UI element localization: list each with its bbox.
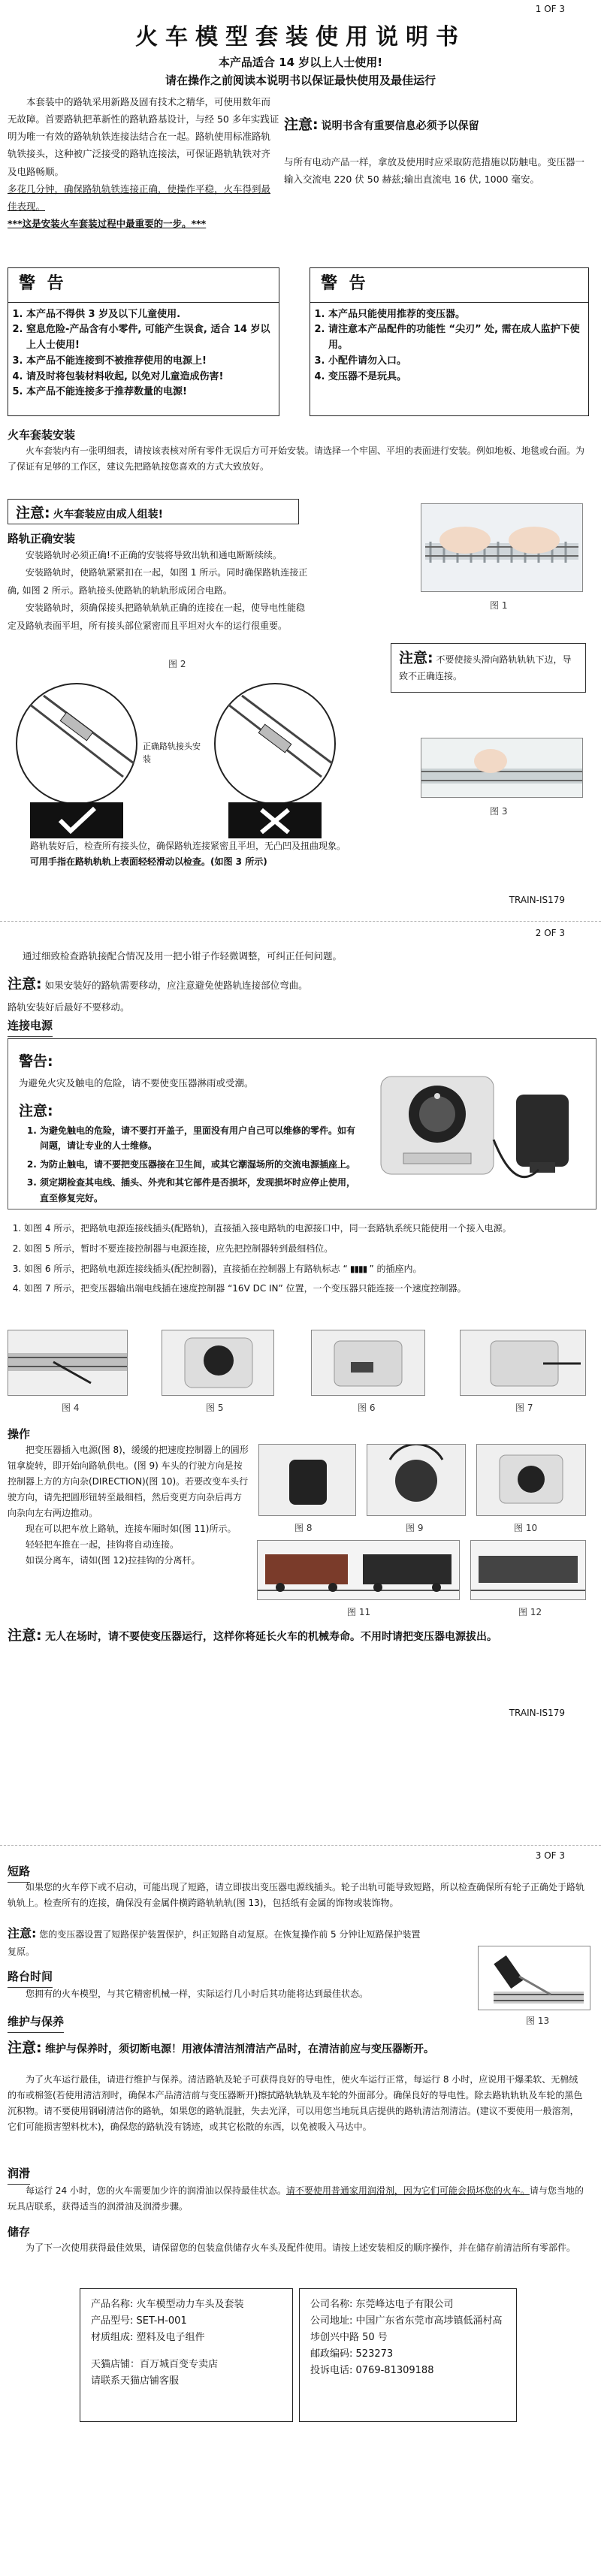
power-warning-box [8,1038,596,1209]
note-label: 注意: [19,1103,53,1119]
intro-block [8,93,279,232]
operation-text [8,1442,249,1569]
warning-title: 警 告 [8,268,279,303]
figure-4-caption: 图 4 [62,1403,80,1413]
figure-12-caption: 图 12 [518,1607,542,1617]
after-install-text: 路轨安装好后最好不要移动。 [8,1001,130,1013]
figure-9-caption: 图 9 [406,1523,424,1533]
model-number: TRAIN-IS179 [509,1708,565,1718]
figure-1-caption: 图 1 [490,600,508,611]
figure-10 [476,1444,586,1516]
connection-steps [8,1220,595,1300]
intro-paragraph: 本套装中的路轨采用新路及固有技术之精华，可使用数年而无故障。首要路轨把革新性的路轨路基设计，与经 50 多年实践证明为唯一有效的路轨轨铁连接法结合在一起。路轨使用标准路轨轨铁接头，这种被广泛接受的路轨连接法，可保证路轨轨铁对齐及电路畅顺。 [8,96,279,177]
note-label: 注意: [8,976,42,992]
electric-safety-paragraph: 与所有电动产品一样，拿放及使用时应采取防范措施以防触电。变压器一输入交流电 220 伏 50 赫兹;输出直流电 16 伏, 1000 毫安。 [284,156,585,186]
move-note [8,972,593,997]
product-model-label: 产品型号: [91,2315,134,2327]
section-heading-short-circuit: 短路 [8,1862,30,1883]
complaint-phone: 0769-81309188 [355,2365,434,2377]
note-label: 注意: [399,650,433,666]
intro-underline: 多花几分钟，确保路轨轨铁连接正确，使操作平稳，火车得到最佳表现。 [8,183,271,212]
correct-p2: 安装路轨时，使路轨紧紧扣在一起，如图 1 所示。同时确保路轨连接正确, 如图 2 所示。路轨接头使路轨的轨轨形成闭合电路。 [8,567,308,596]
warning-item: 1. 本产品只能使用推荐的变压器。 [328,307,588,323]
track-connector-illustration [8,1330,127,1395]
note-label: 注意: [8,2040,42,2056]
page-divider [0,1845,601,1846]
page-number: 3 OF 3 [535,1850,565,1861]
lube-text-2: 请与您当地的玩具店联系，获得适当的润滑油及润滑步骤。 [8,2185,584,2212]
warning-item: 2. 请注意本产品配件的功能性 “尖刃” 处, 需在成人监护下使用。 [328,322,588,354]
check-text: 路轨装好后，检查所有接头位，确保路轨连接紧密且平坦，无凸凹及扭曲现象。 [30,841,346,851]
safety-note-item: 2. 为防止触电，请不要把变压器接在卫生间，或其它潮湿场所的交流电源插座上。 [40,1157,363,1172]
figure-6-caption: 图 6 [358,1403,376,1413]
address-label: 公司地址: [310,2315,353,2327]
warning-item: 4. 请及时将包装材料收起, 以免对儿童造成伤害! [26,370,279,385]
postcode-label: 邮政编码: [310,2348,353,2360]
uncoupling-illustration [471,1541,585,1599]
maintenance-note [8,2036,593,2061]
figure-9 [367,1444,466,1516]
short-circuit-text: 如果您的火车停下或不启动，可能出现了短路，请立即拔出变压器电源线插头。轮子出轨可能导致短路，所以检查确保所有轮子正确处于路轨轨轨上。检查所有的连接，确保没有金属件横跨路轨轨轨(图 13)，包括纸有金属的饰物或装饰物。 [8,1882,585,1908]
figure-3-caption: 图 3 [490,806,508,817]
safety-note-item: 3. 须定期检查其电线、插头、外壳和其它部件是否损坏，发现损坏时应停止使用，直至修复完好。 [40,1175,363,1206]
lube-warning: 请不要使用普通家用润滑剂，因为它们可能会损坏您的火车。 [285,2185,530,2196]
warning-box-right [310,267,589,416]
model-number: TRAIN-IS179 [509,895,565,905]
storage-text: 为了下一次使用获得最佳效果，请保留您的包装盒供储存火车头及配件使用。请按上述安装相反的顺序操作，并在储存前清洁所有零部件。 [26,2242,576,2253]
connection-step-item: 3. 如图 6 所示，把路轨电源连接线插头(配控制器)，直接插在控制器上有路轨标志 “ ▮▮▮▮ ” 的插座内。 [24,1261,595,1278]
section-heading-operation: 操作 [8,1427,31,1441]
company-label: 公司名称: [310,2299,353,2310]
figure-5 [162,1330,274,1396]
note-label: 注意: [8,1926,37,1940]
product-name: 火车模型动力车头及套装 [136,2299,244,2310]
phone-label: 投诉电话: [310,2365,353,2377]
figure-2-caption: 图 2 [168,659,186,669]
connection-step-item: 2. 如图 5 所示，暂时不要连接控制器与电源连接，应先把控制器转到最细档位。 [24,1240,595,1258]
adult-assembly-note [8,499,299,524]
connection-step-item: 1. 如图 4 所示，把路轨电源连接线插头(配路轨)，直接插入接电路轨的电源接口中，同一套路轨系统只能使用一个接入电源。 [24,1220,595,1237]
page-title: 火车模型套装使用说明书 [135,24,466,50]
section-heading-lubrication: 润滑 [8,2164,30,2185]
operation-paragraph-2: 现在可以把车放上路轨，连接车厢时如(图 11)所示。 [26,1524,237,1534]
screwdriver-on-track-illustration [479,1946,590,2010]
page-1 [0,0,601,905]
lubrication-text [8,2183,586,2215]
figure-5-caption: 图 5 [206,1403,224,1413]
product-info-box [80,2288,293,2422]
warning-item: 3. 小配件请勿入口。 [328,354,588,370]
controller-transformer-illustration [373,1049,584,1200]
page-3 [0,1848,601,2576]
contact-service: 请联系天猫店铺客服 [91,2375,180,2387]
lube-text: 每运行 24 小时，您的火车需要加少许的润滑油以保持最佳状态。 [26,2185,286,2196]
plug-in-illustration [259,1445,355,1515]
section-heading-maintenance: 维护与保养 [8,2012,64,2033]
material: 塑料及电子组件 [136,2332,205,2344]
figure-11 [257,1540,460,1600]
figure-10-caption: 图 10 [514,1523,538,1533]
page-number: 2 OF 3 [535,928,565,938]
figure-12 [470,1540,586,1600]
note-text: 您的变压器设置了短路保护装置保护，纠正短路自动复原。在恢复操作前 5 分钟让短路保护装置复原。 [8,1929,421,1957]
figure-8-caption: 图 8 [294,1523,313,1533]
shop-name: 天猫店铺：百万城百变专卖店 [91,2359,219,2371]
direction-switch-illustration [477,1445,585,1515]
warning-item: 5. 本产品不能连接多于推荐数量的电源! [26,385,279,400]
figure-4 [8,1330,128,1396]
note-label: 注意: [16,505,50,521]
warning-item: 3. 本产品不能连接到不被推荐使用的电源上! [26,354,279,370]
company-name: 东莞峰达电子有限公司 [355,2299,454,2310]
connection-step-item: 4. 如图 7 所示，把变压器输出端电线插在速度控制器 “16V DC IN” 位置，一个变压器只能连接一个速度控制器。 [24,1280,595,1297]
figure-13-caption: 图 13 [526,2016,550,2026]
figure-11-caption: 图 11 [347,1607,371,1617]
note-text: 说明书含有重要信息必须予以保留 [321,120,479,132]
section-heading-running-in: 路台时间 [8,1967,53,1988]
material-label: 材质组成: [91,2332,134,2344]
adapter-plug-illustration [461,1330,585,1395]
figure-6 [311,1330,425,1396]
section-heading-storage: 储存 [8,2225,31,2239]
check-paragraph [30,838,421,870]
controller-illustration [162,1330,273,1395]
subtitle-age: 本产品适合 14 岁以上人士使用! [218,56,383,69]
warning-item: 2. 窒息危险-产品含有小零件, 可能产生误食, 适合 14 岁以上人士使用! [26,322,279,354]
section-heading-correct-install: 路轨正确安装 [8,532,76,545]
company-address: 中国广东省东莞市高埗镇低涌村高埗创兴中路 50 号 [310,2315,503,2344]
figure-7-caption: 图 7 [515,1403,533,1413]
controller-plug-illustration [312,1330,424,1395]
intro-important: ***这是安装火车套装过程中最重要的一步。*** [8,217,207,229]
note-text: 无人在场时，请不要使变压器运行，这样你将延长火车的机械寿命。不用时请把变压器电源拔出。 [45,1631,498,1643]
operation-paragraph-3: 轻轻把车推在一起，挂钩将自动连接。 [26,1539,180,1550]
section-heading-power: 连接电源 [8,1016,53,1037]
figure-1-track-joining [421,503,583,592]
adjust-paragraph: 通过细致检查路轨接配合情况及用一把小钳子作轻微调整，可纠正任何问题。 [23,950,343,962]
track-finger-illustration [421,738,582,797]
figure-3-finger-check [421,738,583,798]
note-text: 火车套装应由成人组装! [53,509,163,521]
page-number: 1 OF 3 [535,4,565,14]
coupling-cars-illustration [258,1541,459,1599]
correct-install-text [8,547,308,635]
warning-item: 1. 本产品不得供 3 岁及以下儿童使用. [26,307,279,323]
install-paragraph: 火车套装内有一张明细表，请按该表核对所有零件无误后方可开始安装。请选择一个牢固、平坦的表面进行安装。例如地板、地毯或台面。为了保证有足够的工作区，建议先把路轨按您喜欢的方式大致放好。 [8,445,585,472]
warning-list [8,307,279,401]
product-name-label: 产品名称: [91,2299,134,2310]
correct-p1: 安装路轨时必须正确!不正确的安装将导致出轨和通电断断续续。 [26,550,282,560]
step-3-tail: ” 的插座内。 [369,1263,422,1274]
running-in-text: 您拥有的火车模型，与其它精密机械一样，实际运行几小时后其功能将达到最佳状态。 [26,1989,369,1999]
warning-text: 为避免火灾及触电的危险，请不要使变压器淋雨或受潮。 [19,1077,254,1089]
warning-list [310,307,588,385]
warning-label: 警告: [19,1053,53,1070]
right-note [284,113,584,137]
company-info-box [299,2288,517,2422]
maintenance-text: 为了火车运行最佳，请进行维护与保养。清洁路轨及轮子可获得良好的导电性，使火车运行正常，每运行 8 小时，应说用干爆柔软、无棉绒的布或棉签(若使用清洁剂时，确保本产品清洁前与变压器断开)擦拭路轨轨轨及车轮的外面部分。确保良好的导电性。除去路轨轨轨及车轮的黑色沉积物。请不要使用钢刷清洁你的路轨，如果您的路轨混脏，失去光泽，可以用您当地玩具店提供的路轨清洁剂清洁。(建议不要使用一般溶剂，它们可能损害塑料枕木)，确保您的路轨没有锈迹，或其它松散的东西，以免被吸入马达中。 [8,2074,583,2132]
operation-paragraph: 把变压器插入电源(图 8)，缓缓的把速度控制器上的圆形钮拿旋转，即开始向路轨供电。(图 9) 车头的行驶方向是按控制器上方的方向杂(DIRECTION)(图 10)。若要改变车头行驶方向，请先把圆形钮转至最细档，然后变更方向杂后再方向杂向左右两边推动。 [8,1445,249,1518]
track-photo-illustration [421,504,582,591]
note-text: 不要使接头滑向路轨轨轨下边，导致不正确连接。 [399,654,572,682]
section-heading-install: 火车套装安装 [8,428,76,442]
page-2 [0,926,601,1797]
knob-turn-illustration [367,1445,465,1515]
figure-8 [258,1444,356,1516]
operation-paragraph-4: 如误分离车，请如(图 12)拉挂钩的分离杆。 [26,1555,201,1566]
correct-p3: 安装路轨时，须确保接头把路轨轨轨正确的连接在一起，使导电性能稳定及路轨表面平坦，所有接头部位紧密而且平坦对火车的运行很重要。 [8,602,306,631]
safety-list [23,1123,363,1209]
note-text: 维护与保养时，须切断电源！用液体清洁剂清洁产品时，在清洁前应与变压器断开。 [45,2043,435,2055]
subtitle-read-first: 请在操作之前阅读本说明书以保证最快使用及最佳运行 [165,74,436,87]
joint-slip-note [391,643,586,693]
note-text: 如果安装好的路轨需要移动，应注意避免使路轨连接部位弯曲。 [44,980,308,991]
safety-note-item: 1. 为避免触电的危险，请不要打开盖子，里面没有用户自己可以维修的零件。如有问题，请让专业的人士维修。 [40,1123,363,1154]
note-label: 注意: [284,116,319,133]
warning-title: 警 告 [310,268,588,303]
postcode: 523273 [355,2348,394,2360]
product-model: SET-H-001 [136,2315,187,2327]
warning-item: 4. 变压器不是玩具。 [328,370,588,385]
short-circuit-note [8,1923,428,1960]
warning-box-left [8,267,279,416]
correct-joint-label: 正确路轨接头安装 [143,741,201,764]
figure-13 [478,1946,590,2010]
page-divider [0,921,601,922]
figure-7 [460,1330,586,1396]
note-label: 注意: [8,1627,42,1644]
check-text-2: 可用手指在路轨轨轨上表面轻轻滑动以检查。(如图 3 所示) [30,856,267,867]
unattended-note [8,1620,593,1653]
track-symbol-icon: ▮▮▮▮ [347,1263,370,1274]
